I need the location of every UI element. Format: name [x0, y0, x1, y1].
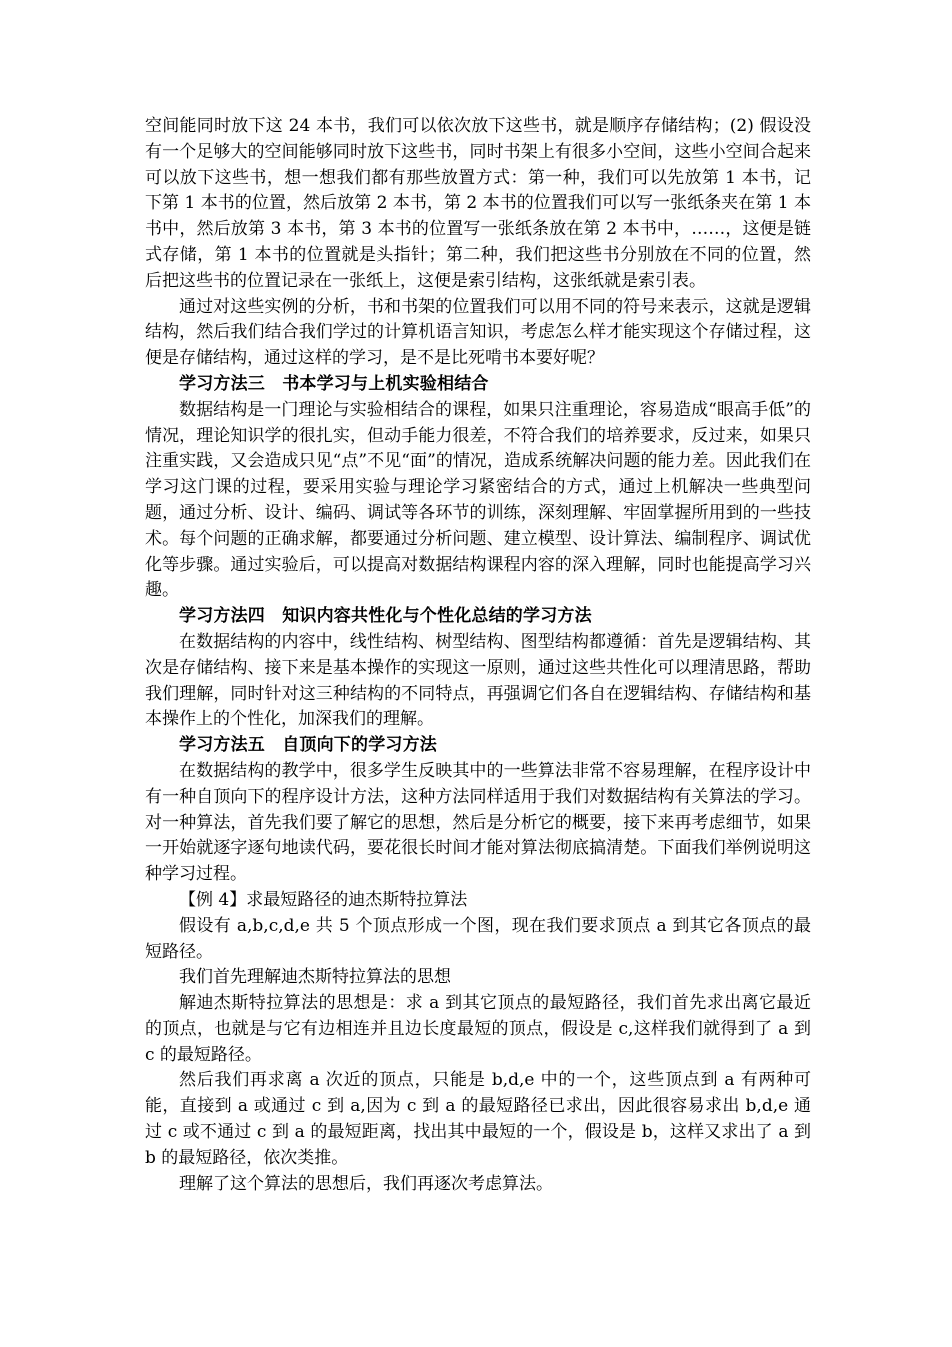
example-title: 【例 4】求最短路径的迪杰斯特拉算法: [179, 889, 468, 910]
document-page: [145, 114, 811, 1197]
paragraph-storage-structures: 空间能同时放下这 24 本书，我们可以依次放下这些书，就是顺序存储结构；(2) 假设没有一个足够大的空间能够同时放下这些书，同时书架上有很多小空间，这些小空间合起来可以放下这些书，想一想我们都有那些放置方式：第一种，我们可以先放第 1 本书，记下第 1 本书的位置，然后放第 2 本书，第 2 本书的位置我们可以写一张纸条夹在第 1 本书中，然后放第 3 本书，第 3 本书的位置写一张纸条放在第 2 本书中，……，这便是链式存储，第 1 本书的位置就是头指针；第二种，我们把这些书分别放在不同的位置，然后把这些书的位置记录在一张纸上，这便是索引结构，这张纸就是索引表。: [145, 116, 811, 291]
paragraph-dijkstra-idea: 解迪杰斯特拉算法的思想是：求 a 到其它顶点的最短路径，我们首先求出离它最近的顶点，也就是与它有边相连并且边长度最短的顶点，假设是 c,这样我们就得到了 a 到 c 的最短路径。: [145, 993, 811, 1065]
paragraph-conclusion: 理解了这个算法的思想后，我们再逐次考虑算法。: [179, 1173, 553, 1194]
paragraph-logical-vs-storage: 通过对这些实例的分析，书和书架的位置我们可以用不同的符号来表示，这就是逻辑结构，然后我们结合我们学过的计算机语言知识，考虑怎么样才能实现这个存储过程，这便是存储结构，通过这样的学习，是不是比死啃书本要好呢？: [145, 296, 811, 369]
paragraph-theory-and-practice: 数据结构是一门理论与实验相结合的课程，如果只注重理论，容易造成“眼高手低”的情况，理论知识学的很扎实，但动手能力很差，不符合我们的培养要求，反过来，如果只注重实践，又会造成只见“点”不见“面”的情况，造成系统解决问题的能力差。因此我们在学习这门课的过程，要采用实验与理论学习紧密结合的方式，通过上机解决一些典型问题，通过分析、设计、编码、调试等各环节的训练，深刻理解、牢固掌握所用到的一些技术。每个问题的正确求解，都要通过分析问题、建立模型、设计算法、编制程序、调试优化等步骤。通过实验后，可以提高对数据结构课程内容的深入理解，同时也能提高学习兴趣。: [145, 399, 811, 601]
paragraph-top-down-method: 在数据结构的教学中，很多学生反映其中的一些算法非常不容易理解，在程序设计中有一种自顶向下的程序设计方法，这种方法同样适用于我们对数据结构有关算法的学习。对一种算法，首先我们要了解它的思想，然后是分析它的概要，接下来再考虑细节，如果一开始就逐字逐句地读代码，要花很长时间才能对算法彻底搞清楚。下面我们举例说明这种学习过程。: [145, 760, 811, 885]
paragraph-understand-idea: 我们首先理解迪杰斯特拉算法的思想: [179, 967, 451, 988]
paragraph-graph-setup: 假设有 a,b,c,d,e 共 5 个顶点形成一个图，现在我们要求顶点 a 到其它各顶点的最短路径。: [145, 915, 811, 962]
paragraph-next-nearest: 然后我们再求离 a 次近的顶点，只能是 b,d,e 中的一个，这些顶点到 a 有两种可能，直接到 a 或通过 c 到 a,因为 c 到 a 的最短路径已求出，因此很容易求出 b,d,e 通过 c 或不通过 c 到 a 的最短距离，找出其中最短的一个，假设是 b，这样又求出了 a 到 b 的最短路径，依次类推。: [145, 1070, 811, 1168]
paragraph-commonality-individuality: 在数据结构的内容中，线性结构、树型结构、图型结构都遵循：首先是逻辑结构、其次是存储结构、接下来是基本操作的实现这一原则，通过这些共性化可以理清思路，帮助我们理解，同时针对这三种结构的不同特点，再强调它们各自在逻辑结构、存储结构和基本操作上的个性化，加深我们的理解。: [145, 631, 811, 730]
heading-method-five: 学习方法五 自顶向下的学习方法: [179, 735, 437, 756]
heading-method-four: 学习方法四 知识内容共性化与个性化总结的学习方法: [179, 606, 592, 627]
heading-method-three: 学习方法三 书本学习与上机实验相结合: [179, 373, 489, 394]
